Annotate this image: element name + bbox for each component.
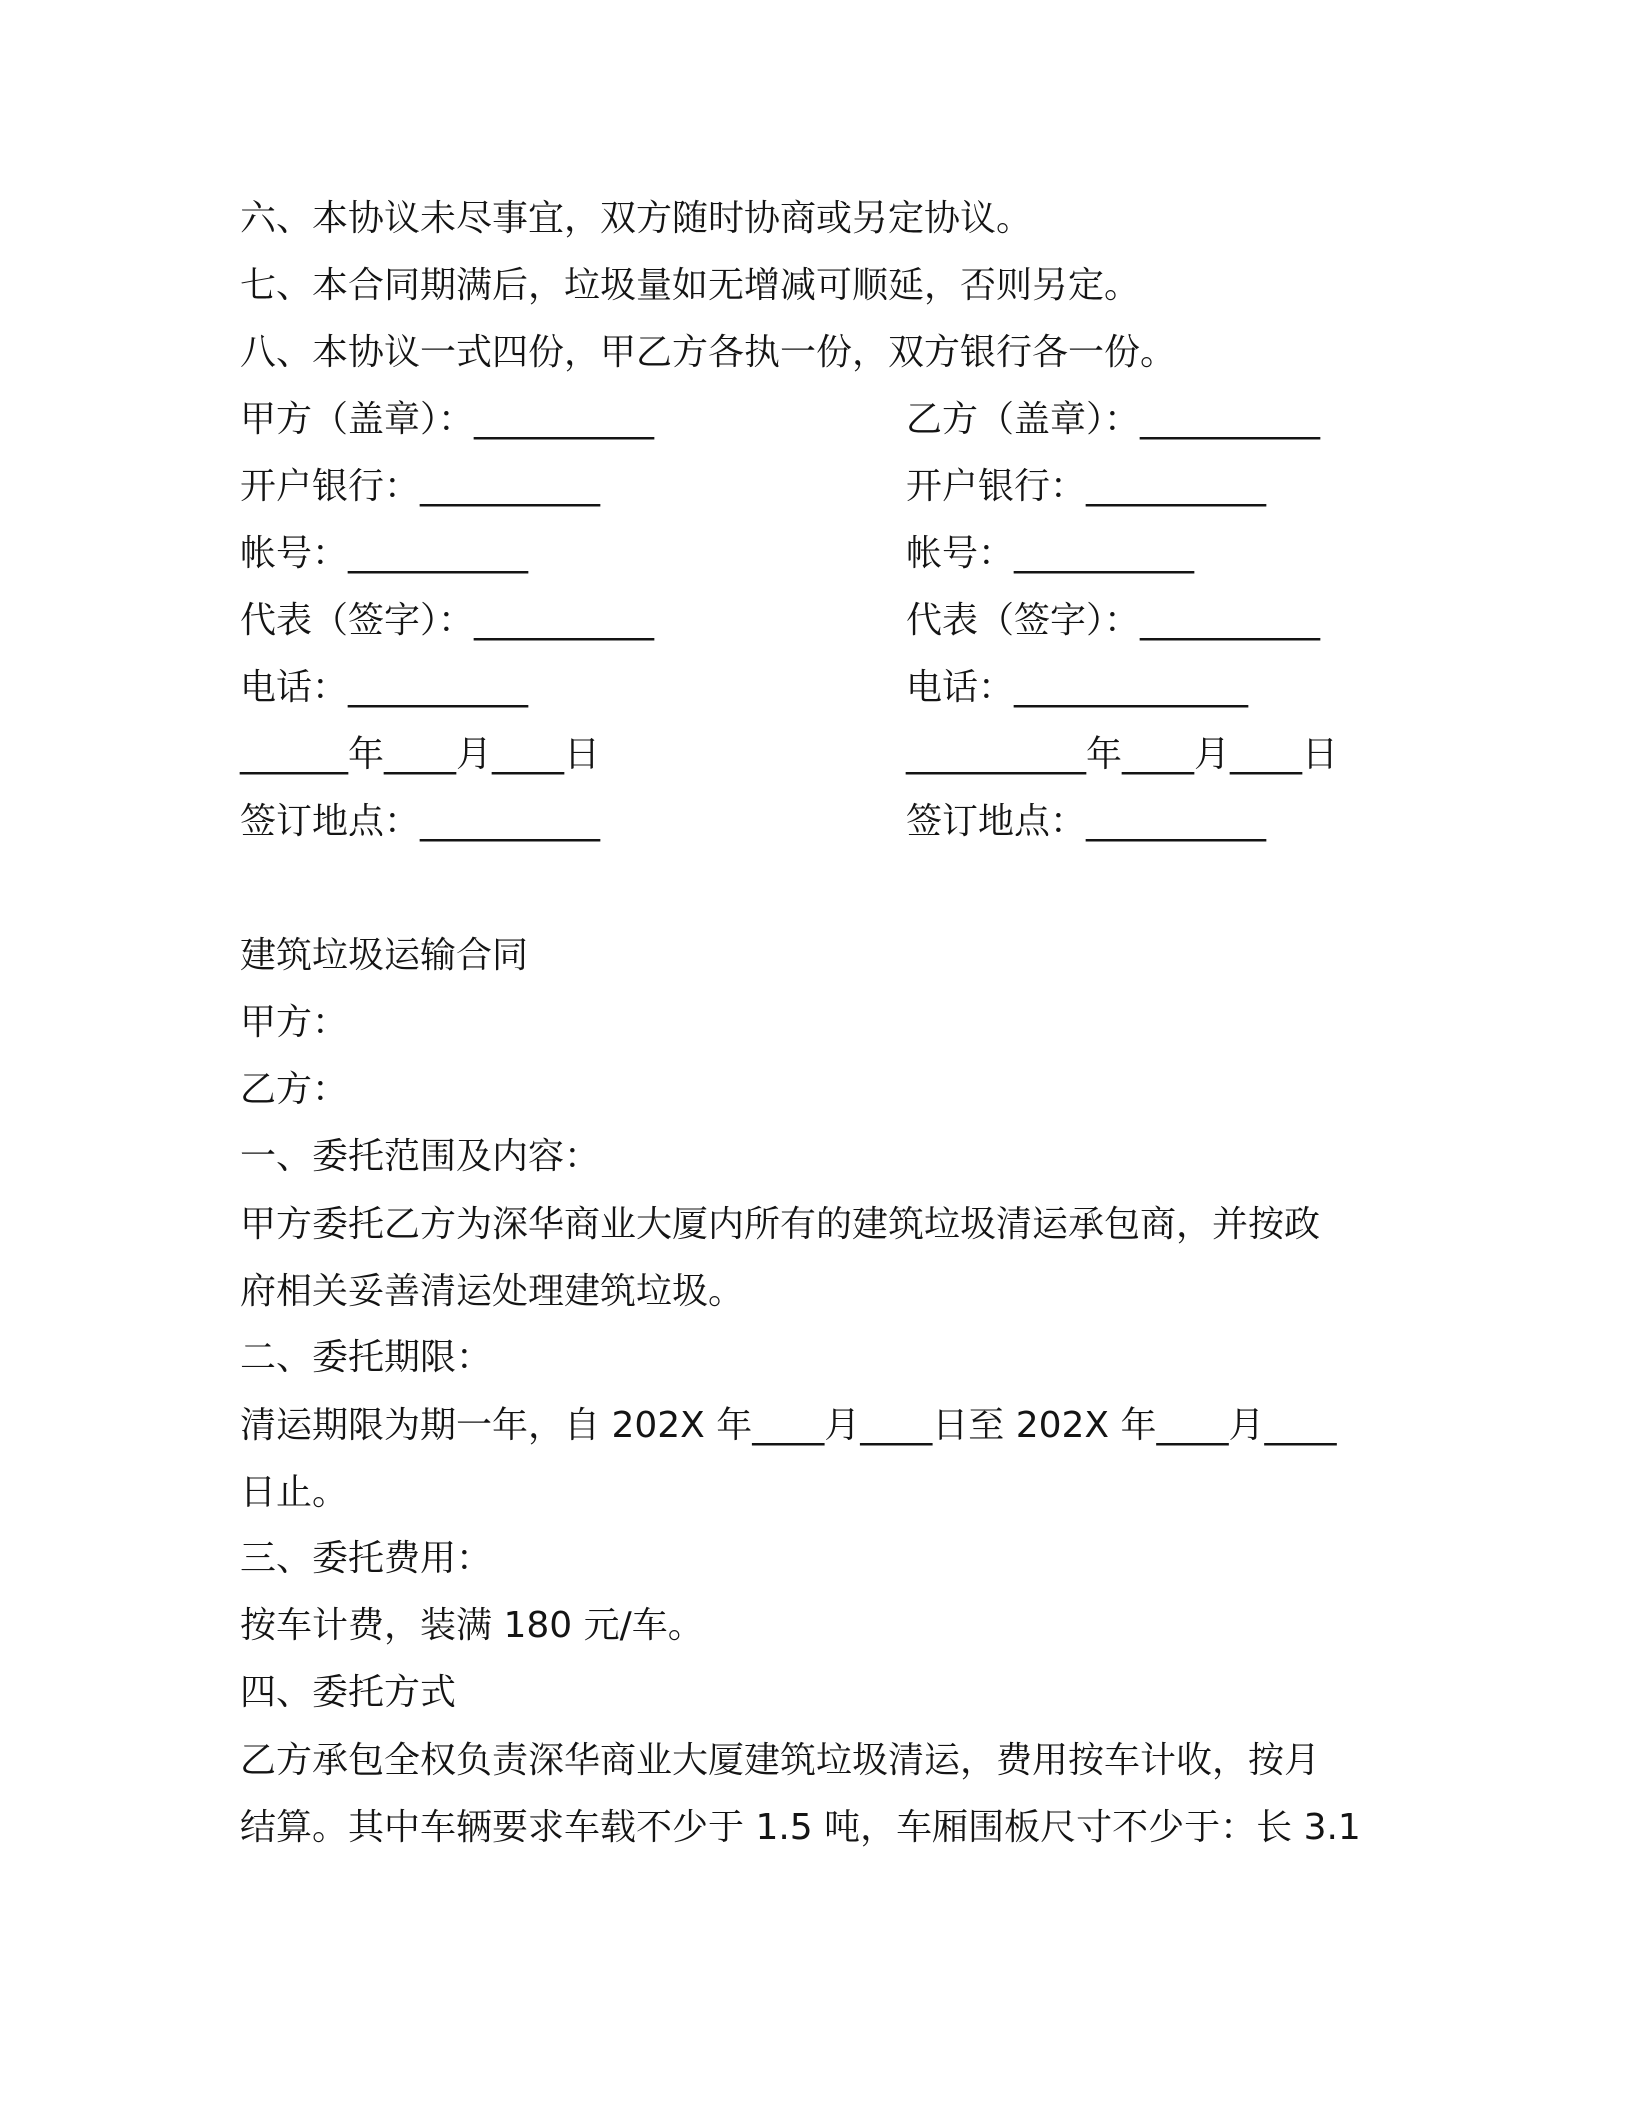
section-1-body-line-2: 府相关妥善清运处理建筑垃圾。 xyxy=(240,1271,745,1312)
signature-row-representative xyxy=(240,587,1400,654)
party-b-representative-field: 代表（签字）：__________ xyxy=(906,600,1321,641)
party-b-location-field: 签订地点：__________ xyxy=(906,801,1267,842)
party-a-bank-field: 开户银行：__________ xyxy=(240,466,601,507)
section-2-body-line-1: 清运期限为期一年，自 202X 年____月____日至 202X 年____月____ xyxy=(240,1405,1337,1446)
signature-row-phone xyxy=(240,654,1400,721)
section-2-body-line-2: 日止。 xyxy=(240,1472,349,1513)
party-b-label: 乙方： xyxy=(240,1069,349,1110)
document-page xyxy=(240,185,1400,1860)
signature-row-date xyxy=(240,721,1400,788)
contract-title: 建筑垃圾运输合同 xyxy=(240,935,529,976)
party-b-account-field: 帐号：__________ xyxy=(906,533,1195,574)
party-b-seal-field: 乙方（盖章）：__________ xyxy=(906,399,1321,440)
signature-row-bank xyxy=(240,453,1400,520)
clause-7: 七、本合同期满后，垃圾量如无增减可顺延，否则另定。 xyxy=(240,265,1141,306)
signature-row-account xyxy=(240,520,1400,587)
section-3-heading: 三、委托费用： xyxy=(240,1538,493,1579)
signature-row-location xyxy=(240,788,1400,855)
party-a-label: 甲方： xyxy=(240,1002,349,1043)
signature-row-seal xyxy=(240,386,1400,453)
clause-6: 六、本协议未尽事宜，双方随时协商或另定协议。 xyxy=(240,198,1033,239)
party-b-date-field: __________年____月____日 xyxy=(906,734,1338,775)
section-1-body-line-1: 甲方委托乙方为深华商业大厦内所有的建筑垃圾清运承包商，并按政 xyxy=(240,1204,1321,1245)
clause-8: 八、本协议一式四份，甲乙方各执一份，双方银行各一份。 xyxy=(240,332,1177,373)
party-a-location-field: 签订地点：__________ xyxy=(240,801,601,842)
section-4-body-line-2: 结算。其中车辆要求车载不少于 1.5 吨，车厢围板尺寸不少于：长 3.1 xyxy=(240,1807,1361,1848)
party-a-date-field: ______年____月____日 xyxy=(240,734,600,775)
section-4-heading: 四、委托方式 xyxy=(240,1672,457,1713)
section-3-body: 按车计费，装满 180 元/车。 xyxy=(240,1605,704,1646)
section-4-body-line-1: 乙方承包全权负责深华商业大厦建筑垃圾清运，费用按车计收，按月 xyxy=(240,1740,1321,1781)
party-a-representative-field: 代表（签字）：__________ xyxy=(240,600,655,641)
section-2-heading: 二、委托期限： xyxy=(240,1337,493,1378)
section-1-heading: 一、委托范围及内容： xyxy=(240,1136,601,1177)
party-a-phone-field: 电话：__________ xyxy=(240,667,529,708)
section-spacer xyxy=(240,855,1400,922)
party-b-phone-field: 电话：_____________ xyxy=(906,667,1249,708)
party-b-bank-field: 开户银行：__________ xyxy=(906,466,1267,507)
party-a-account-field: 帐号：__________ xyxy=(240,533,529,574)
party-a-seal-field: 甲方（盖章）：__________ xyxy=(240,399,655,440)
